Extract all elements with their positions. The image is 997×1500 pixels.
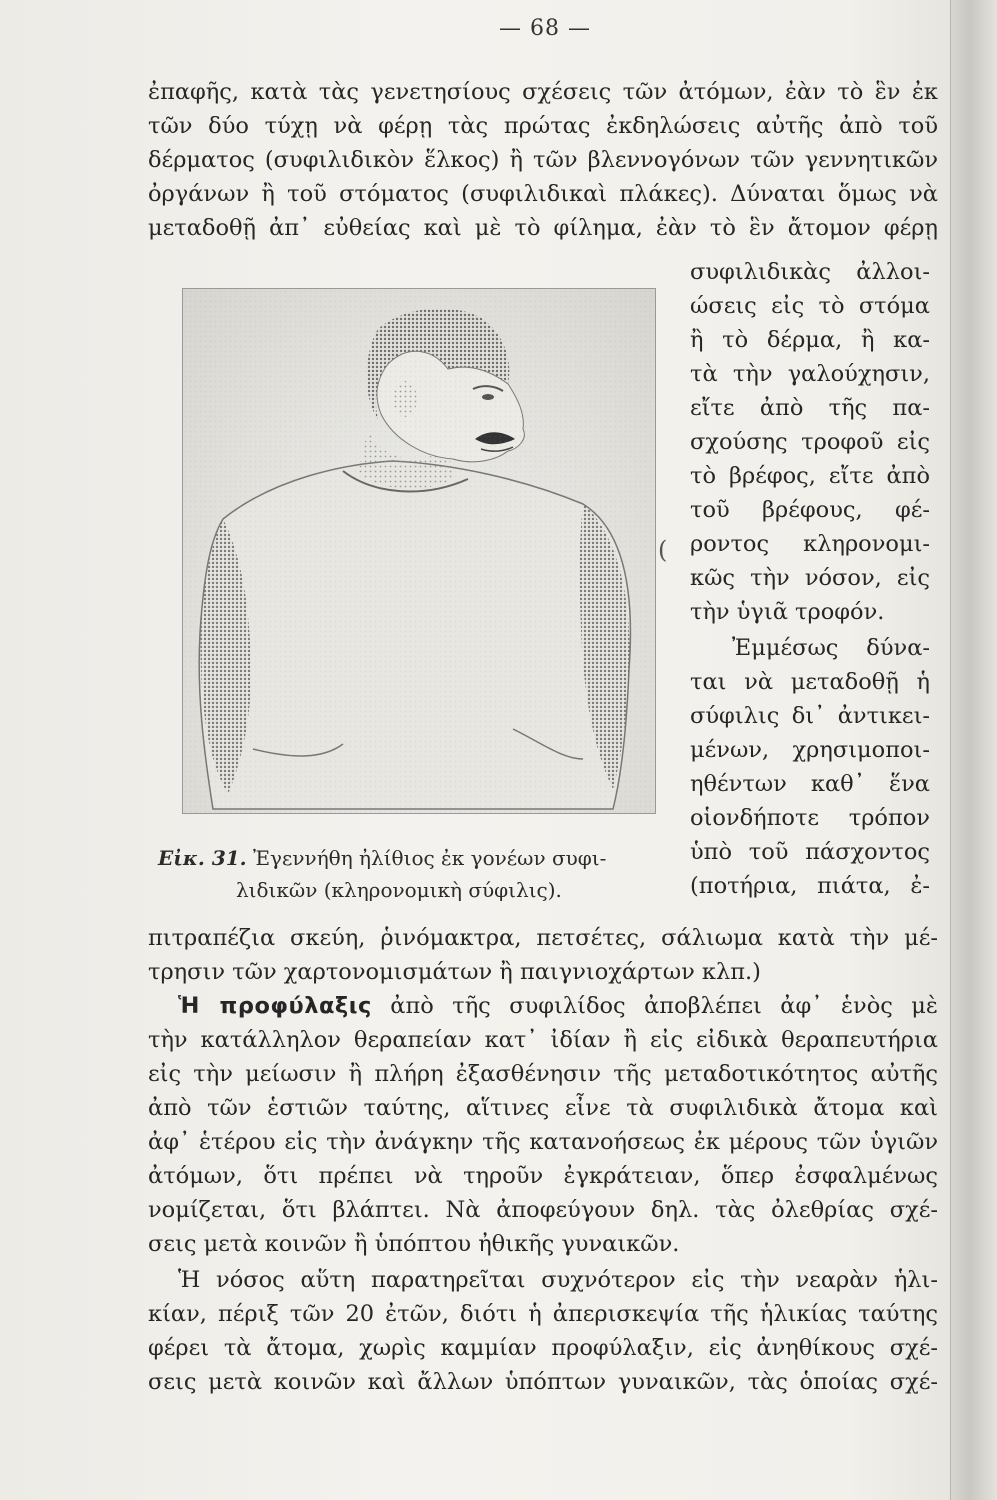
text-line: σεις μετὰ κοινῶν ἢ ὑπόπτου ἠθικῆς γυναικῶν. [148, 1231, 680, 1257]
text-line: νομίζεται, ὅτι βλάπτει. Νὰ ἀποφεύγουν δηλ. τὰς ὀλεθρίας σχέ- [148, 1197, 938, 1223]
side-text-line: ται νὰ μεταδοθῇ ἡ [690, 669, 930, 695]
text-line: μεταδοθῇ ἀπ᾽ εὐθείας καὶ μὲ τὸ φίλημα, ἐὰν τὸ ἓν ἄτομον φέρῃ [148, 215, 938, 241]
side-text-line: συφιλιδικὰς ἀλλοι- [690, 259, 930, 285]
side-text-line: τὴν ὑγιᾶ τροφόν. [690, 599, 885, 625]
text-line: ἀφ᾽ ἑτέρου εἰς τὴν ἀνάγκην τῆς κατανοήσεως ἐκ μέρους τῶν ὑγιῶν [148, 1129, 938, 1155]
side-text-line: ώσεις εἰς τὸ στόμα [690, 293, 930, 319]
text-line: Ἡ νόσος αὕτη παρατηρεῖται συχνότερον εἰς τὴν νεαρὰν ἡλι- [178, 1267, 938, 1293]
side-text-line: ηθέντων καθ᾽ ἕνα [690, 771, 930, 797]
text-line: τὴν κατάλληλον θεραπείαν κατ᾽ ἰδίαν ἢ εἰς εἰδικὰ θεραπευτήρια [148, 1027, 938, 1053]
side-text-line: ροντος κληρονομι- [690, 531, 930, 557]
caption-text-line1: Ἐγεννήθη ἠλίθιος ἐκ γονέων συφι- [253, 846, 607, 870]
adjacent-page-edge [950, 0, 997, 1500]
figure-caption [158, 842, 606, 874]
side-text-line: (ποτήρια, πιάτα, ἐ- [690, 873, 930, 899]
side-text-line: τὸ βρέφος, εἴτε ἀπὸ [690, 463, 930, 489]
portrait-illustration [183, 289, 655, 813]
figure-photo [182, 288, 656, 814]
text-line: φέρει τὰ ἄτομα, χωρὶς καμμίαν προφύλαξιν, εἰς ἀνηθίκους σχέ- [148, 1335, 938, 1361]
page-number: — 68 — [499, 16, 591, 41]
text-line: τρησιν τῶν χαρτονομισμάτων ἢ παιγνιοχάρτων κλπ.) [148, 959, 761, 985]
text-line: εἰς τὴν μείωσιν ἢ πλήρη ἐξασθένησιν τῆς μεταδοτικότητος αὐτῆς [148, 1061, 938, 1087]
text-line: τῶν δύο τύχῃ νὰ φέρῃ τὰς πρώτας ἐκδηλώσεις αὐτῆς ἀπὸ τοῦ [148, 113, 938, 139]
caption-text-line2: λιδικῶν (κληρονομικὴ σύφιλις). [236, 878, 562, 902]
side-text-line: ὑπὸ τοῦ πάσχοντος [690, 839, 930, 865]
text-line: δέρματος (συφιλιδικὸν ἕλκος) ἢ τῶν βλεννογόνων τῶν γεννητικῶν [148, 147, 938, 173]
side-text-line: μένων, χρησιμοποι- [690, 737, 930, 763]
side-text-line: σύφιλις δι᾽ ἀντικει- [690, 703, 930, 729]
side-text-line: κῶς τὴν νόσον, εἰς [690, 565, 930, 591]
side-text-line: εἴτε ἀπὸ τῆς πα- [690, 395, 930, 421]
caption-label: Εἰκ. 31. [158, 846, 247, 870]
side-text-line: τοῦ βρέφους, φέ- [690, 497, 930, 523]
text-line: πιτραπέζια σκεύη, ῥινόμακτρα, πετσέτες, σάλιωμα κατὰ τὴν μέ- [148, 925, 938, 951]
text-line: ἀτόμων, ὅτι πρέπει νὰ τηροῦν ἐγκράτειαν, ὅπερ ἐσφαλμένως [148, 1163, 938, 1189]
side-text-line: Ἐμμέσως δύνα- [732, 635, 930, 661]
text-line: ὀργάνων ἢ τοῦ στόματος (συφιλιδικαὶ πλάκες). Δύναται ὅμως νὰ [148, 181, 938, 207]
text-line: σεις μετὰ κοινῶν καὶ ἄλλων ὑπόπτων γυναικῶν, τὰς ὁποίας σχέ- [148, 1369, 938, 1395]
text-line: ἐπαφῆς, κατὰ τὰς γενετησίους σχέσεις τῶν ἀτόμων, ἐὰν τὸ ἓν ἐκ [148, 79, 938, 105]
side-text-line: τὰ τὴν γαλούχησιν, [690, 361, 930, 387]
side-text-line: σχούσης τροφοῦ εἰς [690, 429, 930, 455]
text-line-heading [178, 990, 938, 1022]
text-run: ἀπὸ τῆς συφιλίδος ἀποβλέπει ἀφ᾽ ἑνὸς μὲ [390, 993, 939, 1019]
side-text-line: οἱονδήποτε τρόπον [690, 805, 930, 831]
stray-mark: ( [658, 536, 668, 564]
text-line: κίαν, πέριξ τῶν 20 ἐτῶν, διότι ἡ ἀπερισκεψία τῆς ἡλικίας ταύτης [148, 1301, 938, 1327]
side-text-line: ἢ τὸ δέρμα, ἢ κα- [690, 327, 930, 353]
section-heading: Ἡ προφύλαξις [178, 993, 372, 1019]
text-line: ἀπὸ τῶν ἑστιῶν ταύτης, αἵτινες εἶνε τὰ συφιλιδικὰ ἄτομα καὶ [148, 1095, 938, 1121]
